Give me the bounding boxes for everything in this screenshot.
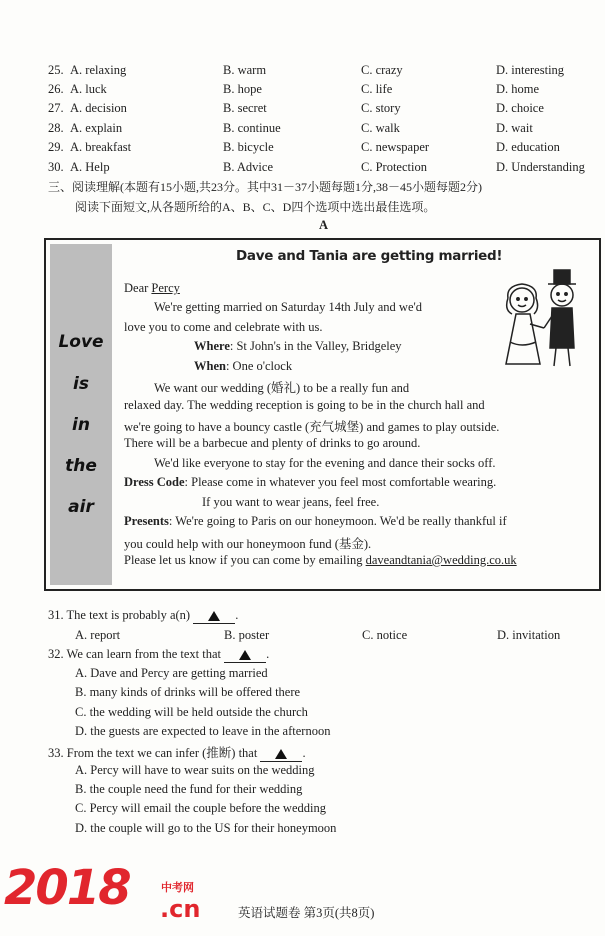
option-b[interactable]: B. the couple need the fund for their wedding (75, 782, 303, 796)
choice-a: A. breakfast (70, 140, 132, 154)
choice-d: D. home (496, 82, 540, 96)
choice-b: B. continue (223, 121, 281, 135)
choice-a: A. luck (70, 82, 107, 96)
choice-a: A. decision (70, 101, 127, 115)
where-value: : St John's in the Valley, Bridgeley (229, 339, 402, 353)
poster-frame (44, 238, 601, 591)
presents-line2: you could help with our honeymoon fund (基金). (124, 537, 372, 551)
triangle-icon (275, 749, 287, 759)
letter-heading: Dave and Tania are getting married! (236, 248, 503, 264)
letter-line: We'd like everyone to stay for the evening and dance their socks off. (154, 456, 496, 470)
letter-line: love you to come and celebrate with us. (124, 320, 323, 334)
choice-row (48, 120, 603, 136)
option-a[interactable]: A. Dave and Percy are getting married (75, 666, 268, 680)
poster-sidebar (50, 244, 112, 585)
option-c[interactable]: C. notice (362, 628, 408, 642)
question-31-options (75, 627, 605, 643)
sidebar-word: in (72, 415, 90, 435)
choice-b: B. warm (223, 63, 267, 77)
option-b[interactable]: B. many kinds of drinks will be offered there (75, 685, 301, 699)
email-link[interactable]: daveandtania@wedding.co.uk (365, 553, 517, 567)
question-stem: 32. We can learn from the text that (48, 647, 222, 661)
choice-d: D. Understanding (496, 160, 585, 174)
choice-d: D. choice (496, 101, 544, 115)
letter-line: We're getting married on Saturday 14th July and we'd (154, 300, 423, 314)
option-b[interactable]: B. poster (224, 628, 270, 642)
sidebar-word: the (65, 456, 97, 476)
sidebar-word: Love (58, 332, 104, 352)
triangle-icon (239, 650, 251, 660)
presents-value: : We're going to Paris on our honeymoon. We'd be really thankful if (168, 514, 507, 528)
where-label: Where (194, 339, 230, 353)
choice-d: D. interesting (496, 63, 565, 77)
when-value: : One o'clock (225, 359, 293, 373)
choice-num: 26. (48, 82, 64, 96)
when-label: When (194, 359, 226, 373)
choice-row (48, 81, 603, 97)
answer-blank[interactable] (224, 649, 266, 663)
where-line (194, 339, 402, 354)
choice-row (48, 139, 603, 155)
answer-blank[interactable] (193, 610, 235, 624)
question-31 (48, 608, 238, 624)
sidebar-word: air (68, 497, 94, 517)
choice-c: C. walk (361, 121, 400, 135)
choice-d: D. education (496, 140, 560, 154)
section-title: 三、阅读理解(本题有15小题,共23分。其中31－37小题每题1分,38－45小题每题2分) (48, 180, 482, 194)
choice-b: B. bicycle (223, 140, 274, 154)
dress-code-label: Dress Code (124, 475, 185, 489)
choice-c: C. Protection (361, 160, 427, 174)
choice-num: 27. (48, 101, 64, 115)
contact-line (124, 553, 517, 568)
letter-line: There will be a barbecue and plenty of drinks to go around. (124, 436, 421, 450)
choice-b: B. Advice (223, 160, 273, 174)
salutation-text: Dear (124, 281, 152, 295)
choice-d: D. wait (496, 121, 533, 135)
presents-line (124, 514, 507, 529)
choice-c: C. newspaper (361, 140, 430, 154)
choice-a: 25. (48, 63, 64, 77)
choice-num: 28. (48, 121, 64, 135)
dress-code-line2: If you want to wear jeans, feel free. (202, 495, 380, 509)
passage-label: A (319, 218, 329, 232)
presents-label: Presents (124, 514, 169, 528)
question-33 (48, 743, 306, 762)
dress-code-value: : Please come in whatever you feel most comfortable wearing. (184, 475, 497, 489)
question-end: . (302, 746, 306, 760)
answer-blank[interactable] (260, 748, 302, 762)
choice-b: B. hope (223, 82, 262, 96)
choice-row (48, 62, 603, 78)
section-instruction: 阅读下面短文,从各题所给的A、B、C、D四个选项中选出最佳选项。 (75, 200, 436, 214)
option-d[interactable]: D. the guests are expected to leave in the afternoon (75, 724, 331, 738)
choice-c: C. crazy (361, 63, 403, 77)
letter-line: We want our wedding (婚礼) to be a really fun and (154, 381, 410, 395)
option-c[interactable]: C. Percy will email the couple before the wedding (75, 801, 326, 815)
question-stem: 33. From the text we can infer (推断) that (48, 746, 258, 760)
option-d[interactable]: D. invitation (497, 628, 561, 642)
question-end: . (266, 647, 270, 661)
option-a[interactable]: A. report (75, 628, 121, 642)
letter-line: we're going to have a bouncy castle (充气城堡) and games to play outside. (124, 420, 500, 434)
choice-num: 29. (48, 140, 64, 154)
page-footer: 英语试题卷 第3页(共8页) (238, 906, 375, 920)
question-stem: 31. The text is probably a(n) (48, 608, 191, 622)
site-logo: 2018 (4, 860, 130, 916)
logo-domain: .cn (160, 895, 201, 923)
logo-tagline: 中考网 (161, 882, 194, 894)
option-d[interactable]: D. the couple will go to the US for their honeymoon (75, 821, 337, 835)
option-c[interactable]: C. the wedding will be held outside the church (75, 705, 308, 719)
choice-a: A. relaxing (70, 63, 127, 77)
choice-c: C. life (361, 82, 393, 96)
triangle-icon (208, 611, 220, 621)
choice-b: B. secret (223, 101, 267, 115)
choice-c: C. story (361, 101, 401, 115)
letter-salutation (124, 281, 180, 296)
sidebar-word: is (73, 374, 89, 394)
question-end: . (235, 608, 239, 622)
choice-a: A. Help (70, 160, 110, 174)
dress-code-line (124, 475, 496, 490)
choice-row (48, 100, 603, 116)
option-a[interactable]: A. Percy will have to wear suits on the wedding (75, 763, 315, 777)
question-32 (48, 647, 269, 663)
choice-a: A. explain (70, 121, 123, 135)
bride-groom-illustration (492, 268, 590, 374)
choice-num: 30. (48, 160, 64, 174)
contact-text: Please let us know if you can come by emailing (124, 553, 366, 567)
choice-row (48, 159, 603, 175)
recipient-name: Percy (151, 281, 180, 295)
letter-line: relaxed day. The wedding reception is going to be in the church hall and (124, 398, 485, 412)
when-line (194, 359, 292, 374)
